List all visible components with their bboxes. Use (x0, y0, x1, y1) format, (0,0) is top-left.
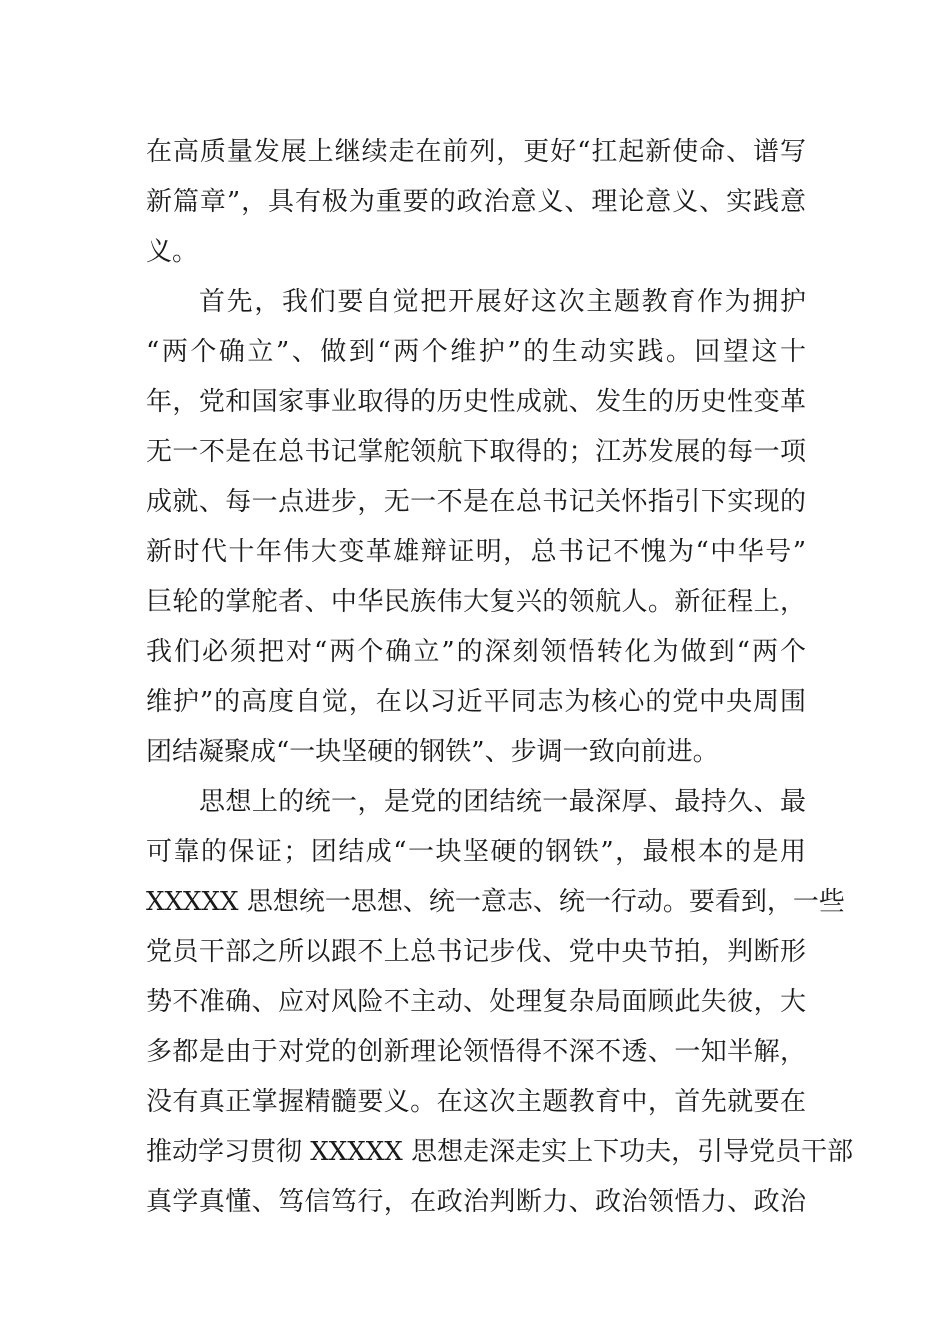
text-line-4: 首先，我们要自觉把开展好这次主题教育作为拥护 (199, 287, 806, 317)
text-line-2: 新篇章”，具有极为重要的政治意义、理论意义、实践意 (146, 187, 806, 217)
text-line-13: 团结凝聚成“一块坚硬的钢铁”、步调一致向前进。 (146, 737, 719, 767)
text-line-9: 新时代十年伟大变革雄辩证明，总书记不愧为“中华号” (146, 537, 806, 567)
text-line-17: 党员干部之所以跟不上总书记步伐、党中央节拍，判断形 (146, 937, 806, 967)
text-line-10: 巨轮的掌舵者、中华民族伟大复兴的领航人。新征程上， (146, 587, 806, 617)
text-line-3: 义。 (146, 237, 199, 267)
text-line-19: 多都是由于对党的创新理论领悟得不深不透、一知半解， (146, 1037, 806, 1067)
text-line-6: 年，党和国家事业取得的历史性成就、发生的历史性变革 (146, 387, 806, 417)
text-line-5: “两个确立”、做到“两个维护”的生动实践。回望这十 (146, 337, 806, 367)
text-line-12: 维护”的高度自觉，在以习近平同志为核心的党中央周围 (146, 687, 806, 717)
text-line-18: 势不准确、应对风险不主动、处理复杂局面顾此失彼，大 (146, 987, 806, 1017)
text-line-20: 没有真正掌握精髓要义。在这次主题教育中，首先就要在 (146, 1087, 806, 1117)
text-line-21: 推动学习贯彻 XXXXX 思想走深走实上下功夫，引导党员干部 (146, 1137, 854, 1167)
text-line-15: 可靠的保证；团结成“一块坚硬的钢铁”，最根本的是用 (146, 837, 806, 867)
text-line-16: XXXXX 思想统一思想、统一意志、统一行动。要看到，一些 (146, 887, 845, 917)
text-line-14: 思想上的统一，是党的团结统一最深厚、最持久、最 (199, 787, 806, 817)
text-line-22: 真学真懂、笃信笃行，在政治判断力、政治领悟力、政治 (146, 1187, 806, 1217)
text-line-8: 成就、每一点进步，无一不是在总书记关怀指引下实现的 (146, 487, 806, 517)
text-line-7: 无一不是在总书记掌舵领航下取得的；江苏发展的每一项 (146, 437, 806, 467)
text-line-1: 在高质量发展上继续走在前列，更好“扛起新使命、谱写 (146, 137, 806, 167)
text-line-11: 我们必须把对“两个确立”的深刻领悟转化为做到“两个 (146, 637, 806, 667)
